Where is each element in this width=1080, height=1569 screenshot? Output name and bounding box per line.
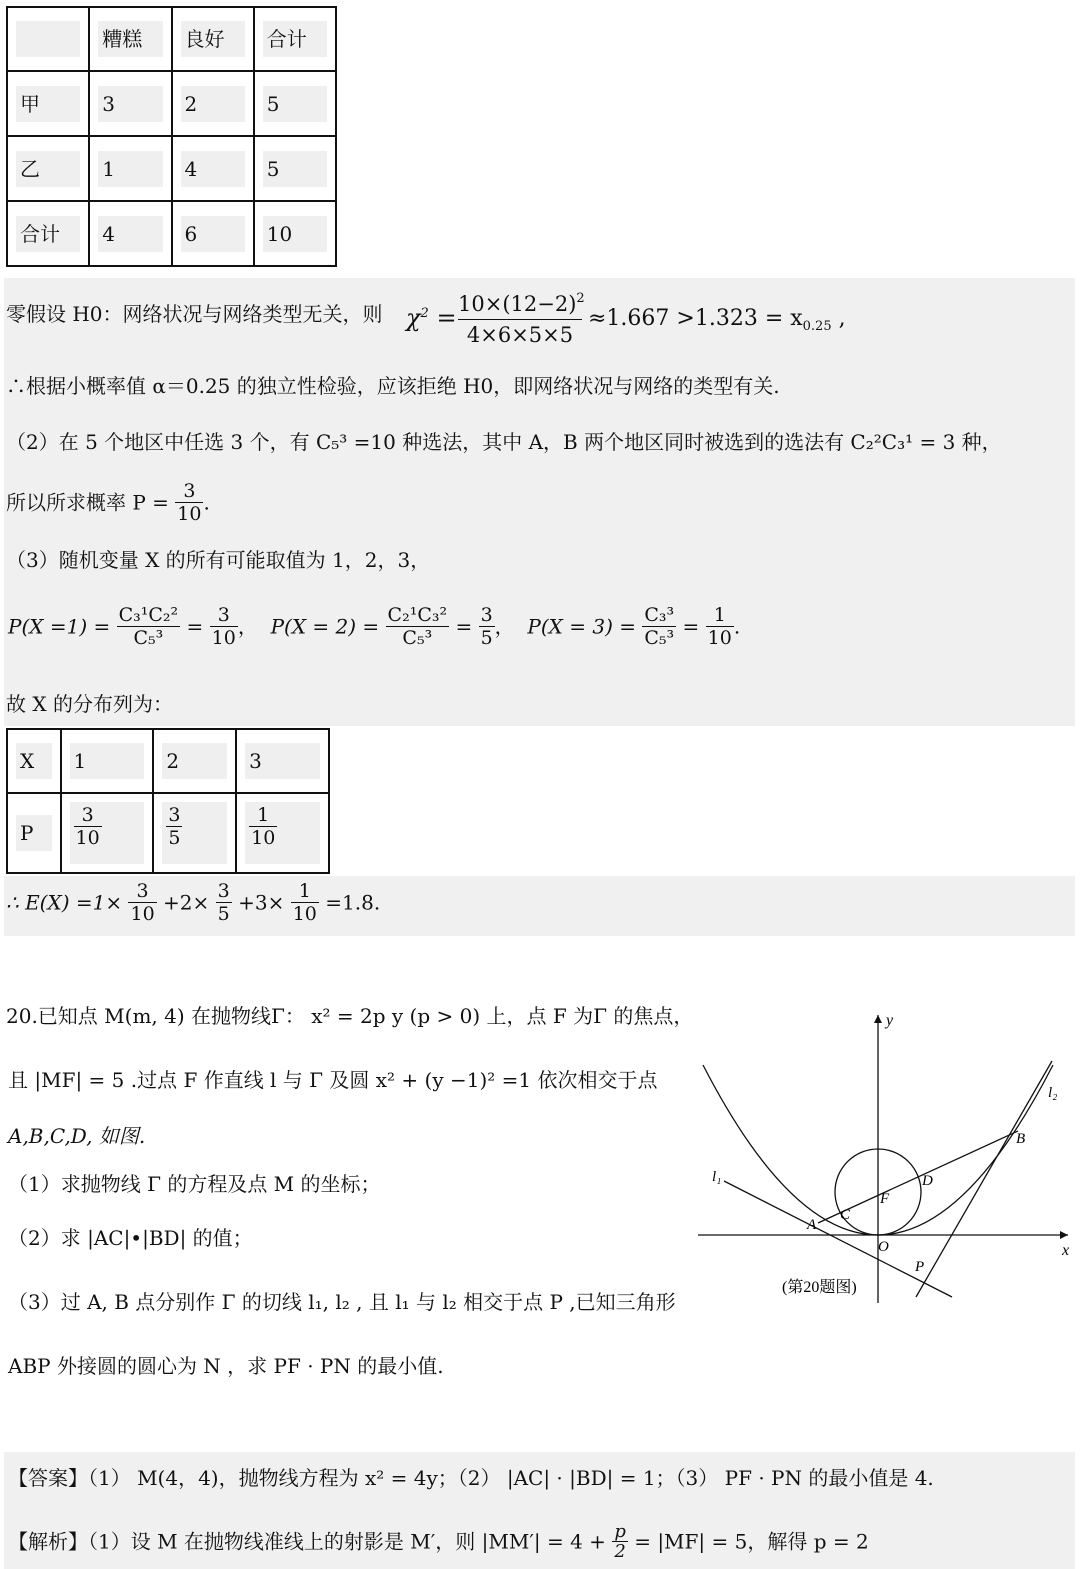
hypothesis-text: 零假设 H0：网络状况与网络类型无关，则	[6, 302, 383, 326]
part3-line: （3）随机变量 X 的所有可能取值为 1，2，3，	[6, 548, 431, 572]
problem20-line2: 且 |MF| = 5 .过点 F 作直线 l 与 Γ 及圆 x² + (y −1)² =1 依次相交于点	[8, 1068, 658, 1092]
analysis-tag: 【解析】	[8, 1529, 88, 1554]
label-O: O	[878, 1239, 889, 1255]
table-row	[7, 729, 329, 793]
part2-prob-text: 所以所求概率 P =	[6, 490, 169, 515]
chi-fraction: $10\times(12-2)^2$ 4×6×5×5	[458, 284, 582, 350]
expectation-line: ∴ E(X) =1× $\frac{3}{10}$ +2× $\frac{3}{5}$ +3× $\frac{1}{10}$ =1.8.	[6, 880, 381, 925]
table-cell: 3	[245, 743, 320, 779]
label-B: B	[1016, 1131, 1026, 1147]
tangent-l2	[916, 1061, 1052, 1297]
problem20-line1: 20.已知点 M(m, 4) 在抛物线Γ： x² = 2p y (p > 0) 上，点 F 为Γ 的焦点，	[6, 1004, 694, 1028]
conclusion-line: ∴根据小概率值 α＝0.25 的独立性检验，应该拒绝 H0，即网络状况与网络的类型有关.	[6, 374, 780, 398]
distribution-title: 故 X 的分布列为：	[6, 692, 173, 716]
label-l1: l₁	[712, 1169, 722, 1185]
table-cell: 甲	[16, 86, 80, 122]
chi-symbol: $\chi^2$ =	[406, 304, 457, 332]
problem20-q1: （1）求抛物线 Γ 的方程及点 M 的坐标；	[8, 1172, 381, 1196]
table-cell: $\frac{3}{10}$	[70, 802, 145, 864]
table-cell: P	[16, 815, 52, 851]
answer-line	[8, 1466, 934, 1490]
table-cell: 6	[181, 216, 245, 252]
part2-line: （2）在 5 个地区中任选 3 个，有 C₅³ =10 种选法，其中 A，B 两个地区同时被选到的选法有 C₂²C₃¹ = 3 种，	[6, 430, 1002, 454]
table-row	[7, 793, 329, 873]
problem20-q3: （3）过 A, B 点分别作 Γ 的切线 l₁, l₂ , 且 l₁ 与 l₂ 相交于点 P ,已知三角形	[8, 1290, 676, 1314]
table-row	[7, 71, 336, 136]
hypothesis-line	[6, 302, 383, 326]
table-header-cell: 良好	[181, 21, 245, 57]
table-cell: 4	[181, 151, 245, 187]
chi-result: $\approx 1.667 >1.323 = x_{0.25}$ ,	[588, 306, 846, 334]
table-cell: 3	[98, 86, 162, 122]
table-cell: 5	[263, 86, 327, 122]
label-D: D	[922, 1173, 933, 1189]
label-y: y	[886, 1012, 894, 1029]
table-cell: 2	[181, 86, 245, 122]
table-cell: 合计	[16, 216, 80, 252]
chi-numerator: 10×(12−2)	[458, 292, 577, 316]
label-l2: l₂	[1048, 1085, 1058, 1101]
figure-caption: (第20题图)	[782, 1279, 857, 1296]
answer-text: （1） M(4，4)，抛物线方程为 x² = 4y；（2） |AC| · |BD| = 1；（3） PF · PN 的最小值是 4.	[88, 1466, 934, 1490]
table-cell: 5	[263, 151, 327, 187]
table-header-cell: 合计	[263, 21, 327, 57]
table-cell: 2	[162, 743, 227, 779]
problem20-q4: ABP 外接圆的圆心为 N ，求 PF · PN 的最小值.	[8, 1354, 444, 1378]
part2-prob-line: 所以所求概率 P = $\frac{3}{10}$ .	[6, 480, 210, 525]
table-cell: $\frac{3}{5}$	[162, 802, 227, 864]
label-x: x	[1062, 1242, 1070, 1259]
x-axis-arrow	[1060, 1231, 1068, 1239]
label-C: C	[840, 1207, 851, 1223]
table-cell: 1	[70, 743, 145, 779]
distribution-table	[6, 728, 330, 874]
parabola-figure	[690, 1005, 1078, 1305]
label-A: A	[807, 1217, 817, 1233]
table-cell: X	[16, 743, 52, 779]
table-row	[7, 136, 336, 201]
analysis-line: 【解析】（1）设 M 在抛物线准线上的射影是 M′，则 |MM′| = 4 + $\frac{p}{2}$ = |MF| = 5，解得 p = 2	[8, 1521, 869, 1562]
chi-denominator: 4×6×5×5	[466, 323, 574, 347]
table-cell: 10	[263, 216, 327, 252]
analysis-text-a: （1）设 M 在抛物线准线上的射影是 M′，则 |MM′| = 4 +	[88, 1529, 606, 1554]
label-F: F	[880, 1191, 890, 1207]
table-header-cell	[16, 21, 80, 57]
table-cell: 乙	[16, 151, 80, 187]
y-axis-arrow	[874, 1015, 882, 1023]
problem20-line3: A,B,C,D, 如图.	[8, 1124, 146, 1148]
table-cell: 1	[98, 151, 162, 187]
table-cell: 4	[98, 216, 162, 252]
analysis-text-b: = |MF| = 5，解得 p = 2	[634, 1529, 869, 1554]
contingency-table	[6, 6, 337, 267]
answer-tag: 【答案】	[8, 1466, 88, 1490]
label-P: P	[915, 1259, 925, 1275]
table-cell: $\frac{1}{10}$	[245, 802, 320, 864]
table-header-cell: 糟糕	[98, 21, 162, 57]
probability-line: P(X =1) = $\frac{\text{C₃¹C₂²}}{\text{C₅³}}$ = $\frac{3}{10}$ ， P(X = 2) = $\frac{\text{C₂¹C₃²}}{\text{C₅³}}$ = $\frac{3}{5}$ ， P(X = 3) = $\frac{\text{C₃³}}{\text{C₅³}}$ = $\frac{1}{10}$ .	[8, 604, 741, 649]
table-row	[7, 201, 336, 266]
problem20-q2: （2）求 |AC|•|BD| 的值；	[8, 1226, 253, 1250]
